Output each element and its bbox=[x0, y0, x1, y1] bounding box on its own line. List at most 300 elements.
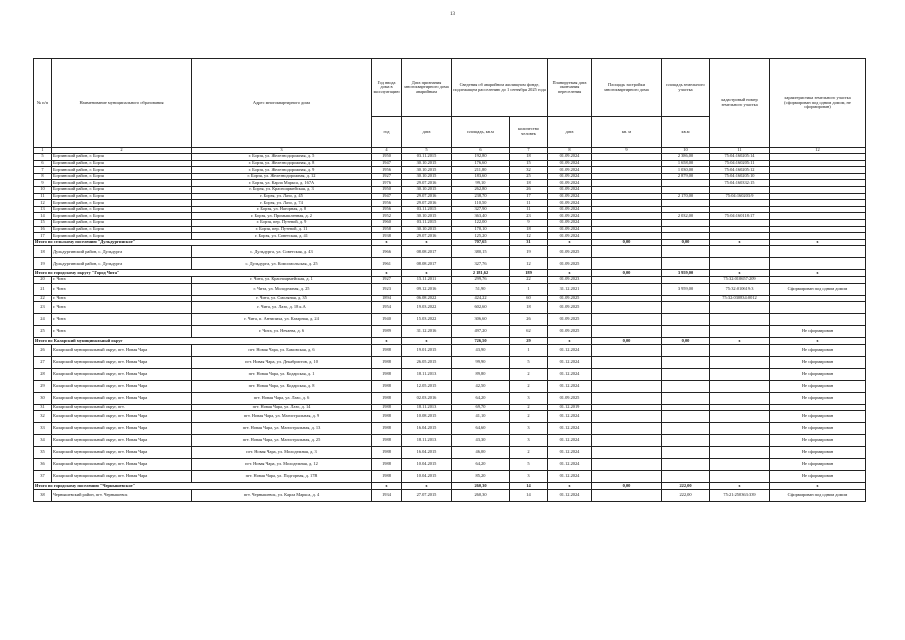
row-number: 11 bbox=[34, 193, 52, 200]
year-cell: 1927 bbox=[372, 173, 402, 180]
municipality-cell: г. Чита bbox=[52, 302, 192, 314]
row-number: 20 bbox=[34, 276, 52, 283]
row-number: 27 bbox=[34, 356, 52, 368]
col-number: 2 bbox=[52, 148, 192, 154]
land-area-cell bbox=[662, 326, 710, 338]
people-cell: 14 bbox=[510, 489, 548, 501]
cadastral-cell bbox=[710, 356, 770, 368]
land-area-cell bbox=[662, 404, 710, 411]
address-cell: г. Борзя, ул. Нагорная, д. 8 bbox=[192, 206, 372, 213]
municipality-cell: Каларский муниципальный округ, пгт. Новая Чара bbox=[52, 368, 192, 380]
col-number: 11 bbox=[710, 148, 770, 154]
land-area-cell bbox=[662, 368, 710, 380]
plan-date-cell: 01.09.2024 bbox=[548, 206, 592, 213]
declaration-date-cell: x bbox=[402, 239, 452, 246]
row-number: 14 bbox=[34, 213, 52, 220]
year-cell: 1938 bbox=[372, 233, 402, 240]
land-char-cell: Не сформирован bbox=[770, 344, 866, 356]
row-number: 12 bbox=[34, 200, 52, 207]
address-cell: пгт. Новая Чара, ул. Молодежная, д. 12 bbox=[192, 459, 372, 471]
address-cell: г. Чита, п. Антипиха, ул. Казарная, д. 24 bbox=[192, 314, 372, 326]
build-area-cell bbox=[592, 411, 662, 423]
build-area-cell bbox=[592, 246, 662, 258]
declaration-date-cell: 03.11.2015 bbox=[402, 219, 452, 226]
address-cell: пгт. Новая Чара, ул. Бамовская, д. 6 bbox=[192, 344, 372, 356]
header-plan-date: Планируемая дата окончания переселения bbox=[548, 59, 592, 117]
land-area-cell bbox=[662, 314, 710, 326]
plan-date-cell: 01.12.2024 bbox=[548, 447, 592, 459]
plan-date-cell: 01.09.2024 bbox=[548, 167, 592, 174]
municipality-cell: Борзинский район, г. Борзя bbox=[52, 167, 192, 174]
people-cell: 2 bbox=[510, 447, 548, 459]
land-char-cell: Не сформирован bbox=[770, 435, 866, 447]
year-cell: 1947 bbox=[372, 160, 402, 167]
land-char-cell bbox=[770, 213, 866, 220]
people-cell: 12 bbox=[510, 258, 548, 270]
plan-date-cell: 01.09.2024 bbox=[548, 180, 592, 187]
land-area-cell: 0,00 bbox=[662, 338, 710, 345]
cadastral-cell: 75:04:160205:11 bbox=[710, 160, 770, 167]
people-cell: 5 bbox=[510, 356, 548, 368]
municipality-cell: Каларский муниципальный округ, пгт. Новая Чара bbox=[52, 356, 192, 368]
municipality-cell: Борзинский район, г. Борзя bbox=[52, 186, 192, 193]
area-cell: 211,80 bbox=[452, 167, 510, 174]
area-cell: 43,90 bbox=[452, 344, 510, 356]
people-cell: 18 bbox=[510, 302, 548, 314]
declaration-date-cell: 02.03.2016 bbox=[402, 392, 452, 404]
build-area-cell bbox=[592, 206, 662, 213]
municipality-cell: Борзинский район, г. Борзя bbox=[52, 180, 192, 187]
municipality-cell: Каларский муниципальный округ, пгт. Новая Чара bbox=[52, 423, 192, 435]
land-char-cell bbox=[770, 173, 866, 180]
address-cell: пгт. Новая Чара, ул. Магистральная, д. 9 bbox=[192, 411, 372, 423]
year-cell: 1988 bbox=[372, 368, 402, 380]
people-cell: 15 bbox=[510, 160, 548, 167]
municipality-cell: Борзинский район, г. Борзя bbox=[52, 154, 192, 161]
land-area-cell: 1 658,00 bbox=[662, 160, 710, 167]
cadastral-cell: 75:04:160203:9 bbox=[710, 193, 770, 200]
declaration-date-cell: 29.07.2016 bbox=[402, 193, 452, 200]
address-cell: пгт. Новая Чара, ул. Лазо, д. 6 bbox=[192, 392, 372, 404]
build-area-cell bbox=[592, 167, 662, 174]
land-char-cell bbox=[770, 302, 866, 314]
header-declaration-date: Дата признания многоквартирного дома аварийным bbox=[402, 59, 452, 117]
header-land-char: характеристика земельного участка (сформирован под одним домом, не сформирован) bbox=[770, 59, 866, 148]
year-cell: 1958 bbox=[372, 226, 402, 233]
table-row bbox=[34, 368, 866, 380]
municipality-cell: г. Чита bbox=[52, 276, 192, 283]
land-area-cell bbox=[662, 302, 710, 314]
land-area-cell: 2 170,00 bbox=[662, 193, 710, 200]
cadastral-cell bbox=[710, 447, 770, 459]
build-area-cell bbox=[592, 326, 662, 338]
row-number: 33 bbox=[34, 423, 52, 435]
land-char-cell: Не сформирован bbox=[770, 326, 866, 338]
land-char-cell: x bbox=[770, 483, 866, 490]
declaration-date-cell: 18.11.2013 bbox=[402, 435, 452, 447]
people-cell: 32 bbox=[510, 167, 548, 174]
area-cell: 99,90 bbox=[452, 356, 510, 368]
declaration-date-cell: 09.12.2016 bbox=[402, 283, 452, 295]
land-area-cell bbox=[662, 392, 710, 404]
plan-date-cell: 31.12.2021 bbox=[548, 283, 592, 295]
year-cell: 1952 bbox=[372, 213, 402, 220]
cadastral-cell bbox=[710, 423, 770, 435]
land-area-cell bbox=[662, 219, 710, 226]
table-row bbox=[34, 213, 866, 220]
cadastral-cell: x bbox=[710, 239, 770, 246]
people-cell: 2 bbox=[510, 368, 548, 380]
cadastral-cell bbox=[710, 344, 770, 356]
cadastral-cell bbox=[710, 206, 770, 213]
people-cell: 22 bbox=[510, 276, 548, 283]
municipality-cell: Каларский муниципальный округ, пгт. bbox=[52, 404, 192, 411]
area-cell: 69,70 bbox=[452, 404, 510, 411]
table-row bbox=[34, 226, 866, 233]
address-cell: г. Чита, ул. Лазо, д. 18 к.А bbox=[192, 302, 372, 314]
address-cell: пгт. Новая Чара, ул. Кодарская, д. 1 bbox=[192, 368, 372, 380]
build-area-cell bbox=[592, 186, 662, 193]
people-cell: 26 bbox=[510, 314, 548, 326]
cadastral-cell bbox=[710, 380, 770, 392]
row-number: 34 bbox=[34, 435, 52, 447]
land-char-cell: Не сформирован bbox=[770, 447, 866, 459]
year-cell: 1988 bbox=[372, 423, 402, 435]
plan-date-cell: 01.09.2024 bbox=[548, 186, 592, 193]
plan-date-cell: x bbox=[548, 270, 592, 277]
declaration-date-cell: 19.01.2015 bbox=[402, 344, 452, 356]
subtotal-row bbox=[34, 239, 866, 246]
people-cell: 60 bbox=[510, 295, 548, 302]
area-cell: 46,00 bbox=[452, 447, 510, 459]
year-cell: 1940 bbox=[372, 314, 402, 326]
area-cell: 99,10 bbox=[452, 180, 510, 187]
cadastral-cell bbox=[710, 226, 770, 233]
build-area-cell bbox=[592, 314, 662, 326]
land-char-cell bbox=[770, 276, 866, 283]
cadastral-cell bbox=[710, 404, 770, 411]
build-area-cell bbox=[592, 180, 662, 187]
table-row bbox=[34, 186, 866, 193]
land-char-cell: Не сформирован bbox=[770, 471, 866, 483]
declaration-date-cell: 30.10.2015 bbox=[402, 186, 452, 193]
address-cell: г. Борзя, ул. Лазо, д. 74 bbox=[192, 200, 372, 207]
year-cell: 1988 bbox=[372, 380, 402, 392]
year-cell: x bbox=[372, 270, 402, 277]
land-area-cell bbox=[662, 435, 710, 447]
land-char-cell bbox=[770, 193, 866, 200]
declaration-date-cell: 10.04.2015 bbox=[402, 459, 452, 471]
land-area-cell bbox=[662, 186, 710, 193]
land-char-cell: Не сформирован bbox=[770, 368, 866, 380]
land-area-cell bbox=[662, 344, 710, 356]
area-cell: 176,60 bbox=[452, 160, 510, 167]
build-area-cell bbox=[592, 368, 662, 380]
people-cell: 14 bbox=[510, 483, 548, 490]
area-cell: 299,76 bbox=[452, 276, 510, 283]
area-cell: 327,90 bbox=[452, 206, 510, 213]
declaration-date-cell: 30.10.2015 bbox=[402, 226, 452, 233]
cadastral-cell: 75:32:030834:0012 bbox=[710, 295, 770, 302]
table-body bbox=[34, 154, 866, 502]
build-area-cell bbox=[592, 435, 662, 447]
land-char-cell bbox=[770, 200, 866, 207]
row-number: 9 bbox=[34, 180, 52, 187]
plan-date-cell: 01.09.2024 bbox=[548, 200, 592, 207]
declaration-date-cell: 12.05.2015 bbox=[402, 380, 452, 392]
plan-date-cell: x bbox=[548, 483, 592, 490]
land-area-cell bbox=[662, 276, 710, 283]
address-cell: г. Борзя, ул. Красноармейская, д. 3 bbox=[192, 186, 372, 193]
people-cell: 5 bbox=[510, 459, 548, 471]
cadastral-cell bbox=[710, 233, 770, 240]
area-cell: 41,10 bbox=[452, 411, 510, 423]
cadastral-cell: 75:04:160205:12 bbox=[710, 167, 770, 174]
address-cell: г. Борзя, ул. Железнодорожная, д. 5 bbox=[192, 154, 372, 161]
subheader-area: площадь, кв.м bbox=[452, 117, 510, 148]
municipality-cell: г. Чита bbox=[52, 314, 192, 326]
area-cell: 64,60 bbox=[452, 423, 510, 435]
plan-date-cell: 01.12.2024 bbox=[548, 459, 592, 471]
subheader-sqm: кв. м bbox=[592, 117, 662, 148]
row-number: 26 bbox=[34, 344, 52, 356]
people-cell: 12 bbox=[510, 233, 548, 240]
cadastral-cell bbox=[710, 302, 770, 314]
address-cell: г. Чита, ул. Нечаева, д. 6 bbox=[192, 326, 372, 338]
municipality-cell: Борзинский район, г. Борзя bbox=[52, 226, 192, 233]
land-area-cell bbox=[662, 295, 710, 302]
land-area-cell: 1 030,00 bbox=[662, 167, 710, 174]
plan-date-cell: 01.09.2024 bbox=[548, 233, 592, 240]
row-number: 22 bbox=[34, 295, 52, 302]
area-cell: 262,80 bbox=[452, 186, 510, 193]
build-area-cell bbox=[592, 404, 662, 411]
row-number: 37 bbox=[34, 471, 52, 483]
municipality-cell: Каларский муниципальный округ, пгт. Новая Чара bbox=[52, 411, 192, 423]
area-cell: 64,20 bbox=[452, 459, 510, 471]
area-cell: 51,90 bbox=[452, 283, 510, 295]
header-num: № п/п bbox=[34, 59, 52, 148]
header-address: Адрес многоквартирного дома bbox=[192, 59, 372, 148]
municipality-cell: г. Чита bbox=[52, 326, 192, 338]
address-cell: г. Борзя, ул. Железнодорожная, д. 8 bbox=[192, 160, 372, 167]
area-cell: 260,30 bbox=[452, 483, 510, 490]
declaration-date-cell: 08.08.2017 bbox=[402, 246, 452, 258]
municipality-cell: Чернышевский район, пгт. Чернышевск bbox=[52, 489, 192, 501]
plan-date-cell: 01.12.2024 bbox=[548, 356, 592, 368]
declaration-date-cell: 30.10.2015 bbox=[402, 213, 452, 220]
area-cell: 43,30 bbox=[452, 435, 510, 447]
plan-date-cell: 01.12.2019 bbox=[548, 404, 592, 411]
plan-date-cell: 01.09.2025 bbox=[548, 246, 592, 258]
row-number: 16 bbox=[34, 226, 52, 233]
build-area-cell: 0,00 bbox=[592, 270, 662, 277]
land-char-cell: Не сформирован bbox=[770, 459, 866, 471]
area-cell: 183,60 bbox=[452, 173, 510, 180]
area-cell: 85,20 bbox=[452, 471, 510, 483]
land-area-cell: 222,00 bbox=[662, 489, 710, 501]
land-area-cell bbox=[662, 423, 710, 435]
cadastral-cell: 75:04:160205:10 bbox=[710, 173, 770, 180]
declaration-date-cell: 27.07.2015 bbox=[402, 489, 452, 501]
land-area-cell: 222,00 bbox=[662, 483, 710, 490]
table-row bbox=[34, 219, 866, 226]
table-row bbox=[34, 154, 866, 161]
build-area-cell bbox=[592, 219, 662, 226]
plan-date-cell: 01.09.2024 bbox=[548, 213, 592, 220]
subtotal-row bbox=[34, 338, 866, 345]
year-cell: 1988 bbox=[372, 411, 402, 423]
plan-date-cell: 01.09.2024 bbox=[548, 160, 592, 167]
area-cell: 306,60 bbox=[452, 314, 510, 326]
address-cell: пгт. Новая Чара, ул. Кодарская, д. 8 bbox=[192, 380, 372, 392]
area-cell: 170,10 bbox=[452, 226, 510, 233]
declaration-date-cell: 16.04.2015 bbox=[402, 447, 452, 459]
municipality-cell: Каларский муниципальный округ, пгт. Новая Чара bbox=[52, 380, 192, 392]
cadastral-cell bbox=[710, 368, 770, 380]
cadastral-cell bbox=[710, 219, 770, 226]
year-cell: 1966 bbox=[372, 246, 402, 258]
land-area-cell bbox=[662, 233, 710, 240]
municipality-cell: г. Чита bbox=[52, 295, 192, 302]
people-cell: 2 bbox=[510, 404, 548, 411]
people-cell: 29 bbox=[510, 338, 548, 345]
address-cell: пгт. Новая Чара, ул. Магистральная, д. 13 bbox=[192, 423, 372, 435]
row-number: 28 bbox=[34, 368, 52, 380]
area-cell: 192,80 bbox=[452, 154, 510, 161]
land-area-cell: 2 386,00 bbox=[662, 154, 710, 161]
subtotal-label: Итого по городскому округу "Город Чита" bbox=[34, 270, 372, 277]
cadastral-cell: 75:04:160205:14 bbox=[710, 154, 770, 161]
area-cell: 125,20 bbox=[452, 233, 510, 240]
municipality-cell: Борзинский район, г. Борзя bbox=[52, 193, 192, 200]
municipality-cell: Борзинский район, г. Борзя bbox=[52, 213, 192, 220]
year-cell: 1956 bbox=[372, 167, 402, 174]
area-cell: 89,80 bbox=[452, 368, 510, 380]
declaration-date-cell: 31.12.2016 bbox=[402, 326, 452, 338]
declaration-date-cell: 06.08.2022 bbox=[402, 295, 452, 302]
col-number: 6 bbox=[452, 148, 510, 154]
plan-date-cell: 01.09.2025 bbox=[548, 326, 592, 338]
row-number: 30 bbox=[34, 392, 52, 404]
land-char-cell: Сформирован под одним домом bbox=[770, 489, 866, 501]
row-number: 21 bbox=[34, 283, 52, 295]
year-cell: 1956 bbox=[372, 200, 402, 207]
land-char-cell bbox=[770, 154, 866, 161]
people-cell: 3 bbox=[510, 392, 548, 404]
table-header bbox=[34, 59, 866, 154]
table-row bbox=[34, 160, 866, 167]
municipality-cell: Каларский муниципальный округ, пгт. Новая Чара bbox=[52, 435, 192, 447]
subheader-date: дата bbox=[402, 117, 452, 148]
plan-date-cell: 01.12.2024 bbox=[548, 368, 592, 380]
declaration-date-cell: 15.03.2022 bbox=[402, 314, 452, 326]
build-area-cell bbox=[592, 193, 662, 200]
land-area-cell bbox=[662, 447, 710, 459]
year-cell: 1947 bbox=[372, 193, 402, 200]
cadastral-cell: 75:32:010657:209 bbox=[710, 276, 770, 283]
land-char-cell: x bbox=[770, 270, 866, 277]
plan-date-cell: 01.09.2024 bbox=[548, 173, 592, 180]
land-char-cell bbox=[770, 258, 866, 270]
col-number: 10 bbox=[662, 148, 710, 154]
land-char-cell: x bbox=[770, 338, 866, 345]
declaration-date-cell: 29.07.2016 bbox=[402, 200, 452, 207]
build-area-cell bbox=[592, 344, 662, 356]
build-area-cell bbox=[592, 258, 662, 270]
municipality-cell: Каларский муниципальный округ, пгт. Новая Чара bbox=[52, 471, 192, 483]
table-row bbox=[34, 206, 866, 213]
land-char-cell: Не сформирован bbox=[770, 423, 866, 435]
plan-date-cell: 01.12.2024 bbox=[548, 435, 592, 447]
land-area-cell bbox=[662, 258, 710, 270]
cadastral-cell bbox=[710, 246, 770, 258]
land-area-cell bbox=[662, 246, 710, 258]
land-area-cell: 2 032,00 bbox=[662, 213, 710, 220]
people-cell: 11 bbox=[510, 200, 548, 207]
address-cell: г. Борзя, ул. Лазо, д. 45 bbox=[192, 193, 372, 200]
area-cell: 238,70 bbox=[452, 193, 510, 200]
header-year: Год ввода дома в эксплуатацию bbox=[372, 59, 402, 117]
declaration-date-cell: 10.08.2015 bbox=[402, 411, 452, 423]
land-char-cell: Не сформирован bbox=[770, 356, 866, 368]
land-char-cell bbox=[770, 219, 866, 226]
land-area-cell bbox=[662, 411, 710, 423]
plan-date-cell: 01.09.2023 bbox=[548, 276, 592, 283]
row-number: 17 bbox=[34, 233, 52, 240]
people-cell: 23 bbox=[510, 213, 548, 220]
table-row bbox=[34, 200, 866, 207]
land-char-cell: Не сформирован bbox=[770, 392, 866, 404]
cadastral-cell bbox=[710, 258, 770, 270]
table-row bbox=[34, 404, 866, 411]
land-char-cell bbox=[770, 186, 866, 193]
build-area-cell bbox=[592, 302, 662, 314]
declaration-date-cell: 19.03.2022 bbox=[402, 302, 452, 314]
area-cell: 363,40 bbox=[452, 213, 510, 220]
address-cell: г. Борзя, ул. Советская, д. 41 bbox=[192, 233, 372, 240]
year-cell: x bbox=[372, 483, 402, 490]
page-number: 13 bbox=[450, 12, 455, 17]
land-char-cell bbox=[770, 233, 866, 240]
year-cell: 1976 bbox=[372, 180, 402, 187]
address-cell: пгт. Новая Чара, ул. Подгорная, д. 17В bbox=[192, 471, 372, 483]
people-cell: 2 bbox=[510, 380, 548, 392]
table-row bbox=[34, 423, 866, 435]
cadastral-cell bbox=[710, 314, 770, 326]
area-cell: 2 181,62 bbox=[452, 270, 510, 277]
plan-date-cell: 01.09.2025 bbox=[548, 302, 592, 314]
area-cell: 64,20 bbox=[452, 392, 510, 404]
table-row bbox=[34, 246, 866, 258]
year-cell: 1988 bbox=[372, 447, 402, 459]
area-cell: 327,76 bbox=[452, 258, 510, 270]
header-cadastral: кадастровый номер земельного участка bbox=[710, 59, 770, 148]
year-cell: 1988 bbox=[372, 471, 402, 483]
year-cell: 1954 bbox=[372, 302, 402, 314]
area-cell: 380,15 bbox=[452, 246, 510, 258]
build-area-cell bbox=[592, 392, 662, 404]
land-char-cell: Не сформирован bbox=[770, 380, 866, 392]
declaration-date-cell: x bbox=[402, 270, 452, 277]
land-area-cell bbox=[662, 226, 710, 233]
col-number: 3 bbox=[192, 148, 372, 154]
plan-date-cell: 01.09.2025 bbox=[548, 314, 592, 326]
area-cell: 424,22 bbox=[452, 295, 510, 302]
cadastral-cell: 75:21:250363:339 bbox=[710, 489, 770, 501]
cadastral-cell: x bbox=[710, 270, 770, 277]
build-area-cell bbox=[592, 447, 662, 459]
